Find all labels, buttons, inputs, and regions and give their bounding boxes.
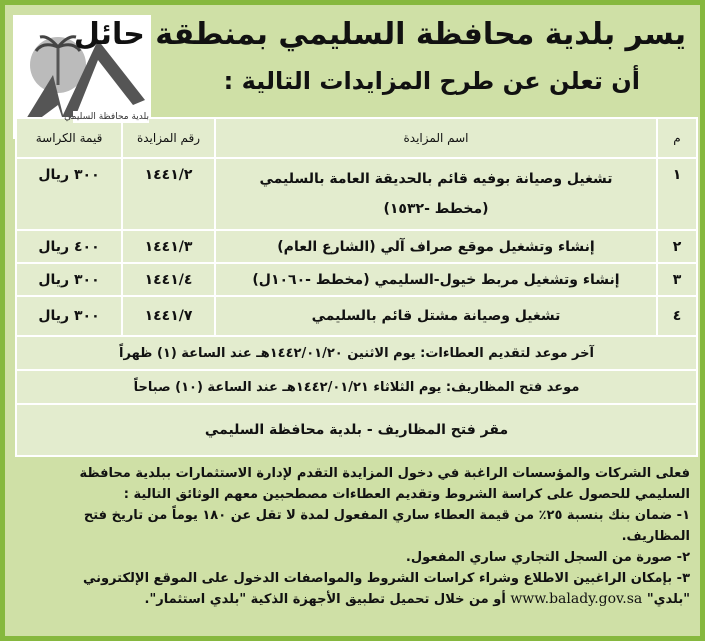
row-price: ٣٠٠ ريال (38, 308, 100, 324)
venue-row (17, 405, 696, 455)
row-number: ١٤٤١/٧ (121, 297, 214, 335)
table-header (17, 119, 696, 159)
deadline-row (17, 337, 696, 371)
row-number: ١٤٤١/٢ (121, 159, 214, 229)
row-name: تشغيل وصيانة مشتل قائم بالسليمي (214, 297, 656, 335)
envelope-opening-date: موعد فتح المظاريف: يوم الثلاثاء ١٤٤٢/٠١/٢١هـ عند الساعة (١٠) صباحاً (133, 379, 580, 395)
col-header-name: اسم المزايدة (214, 119, 656, 157)
instructions-line: المظاريف. (621, 529, 690, 544)
ad-subtitle: أن تعلن عن طرح المزايدات التالية : (223, 67, 640, 95)
row-name-line2: (مخطط -١٥٣٢) (383, 201, 489, 217)
instructions-line: السليمي للحصول على كراسة الشروط وتقديم العطاءات مصطحبين معهم الوثائق التالية : (123, 487, 690, 502)
row-name-line1: تشغيل وصيانة بوفيه قائم بالحديقة العامة بالسليمي (259, 171, 613, 187)
balady-website-link[interactable]: www.balady.gov.sa (510, 591, 643, 607)
row-price: ٤٠٠ ريال (38, 238, 100, 255)
opening-venue: مقر فتح المظاريف - بلدية محافظة السليمي (204, 422, 509, 438)
row-index: ٣ (656, 264, 696, 295)
row-index: ٢ (656, 231, 696, 262)
instructions-line: ١- ضمان بنك بنسبة ٢٥٪ من قيمة العطاء ساري المفعول لمدة لا تقل عن ١٨٠ يوماً من تاريخ فتح (83, 508, 690, 523)
app-text: أو من خلال تحميل تطبيق الأجهزة الذكية "بلدي استثمار". (144, 592, 506, 607)
row-name: إنشاء وتشغيل موقع صراف آلي (الشارع العام) (214, 231, 656, 262)
table-row (17, 231, 696, 264)
table-row (17, 264, 696, 297)
col-header-index: م (656, 119, 696, 157)
row-name (214, 159, 656, 229)
col-header-number: رقم المزايدة (121, 119, 214, 157)
opening-row (17, 371, 696, 405)
row-number: ١٤٤١/٤ (121, 264, 214, 295)
instructions (5, 463, 690, 610)
instructions-line: ٣- بإمكان الراغبين الاطلاع وشراء كراسات الشروط والمواصفات الدخول على الموقع الإلكتروني (82, 571, 690, 586)
row-price: ٣٠٠ ريال (38, 167, 100, 183)
instructions-line: ٢- صورة من السجل التجاري ساري المفعول. (405, 550, 690, 565)
ad-title: يسر بلدية محافظة السليمي بمنطقة حائل (73, 17, 686, 52)
table-row (17, 159, 696, 231)
auctions-table (15, 117, 698, 457)
row-index: ٤ (656, 297, 696, 335)
row-index: ١ (656, 159, 696, 229)
table-row (17, 297, 696, 337)
balady-label: "بلدي" (646, 592, 690, 607)
col-header-price: قيمة الكراسة (35, 131, 103, 145)
submission-deadline: آخر موعد لتقديم العطاءات: يوم الاثنين ١٤٤٢/٠١/٢٠هـ عند الساعة (١) ظهراً (119, 345, 594, 361)
row-price: ٣٠٠ ريال (38, 271, 100, 288)
instructions-line-last (5, 589, 690, 610)
row-name: إنشاء وتشغيل مربط خيول-السليمي (مخطط -١٠٦٠ل) (214, 264, 656, 295)
row-number: ١٤٤١/٣ (121, 231, 214, 262)
instructions-line: فعلى الشركات والمؤسسات الراغبة في دخول المزايدة التقدم لإدارة الاستثمارات ببلدية محافظة (79, 466, 690, 481)
logo-text: بلدية محافظة السليمي (64, 112, 149, 122)
